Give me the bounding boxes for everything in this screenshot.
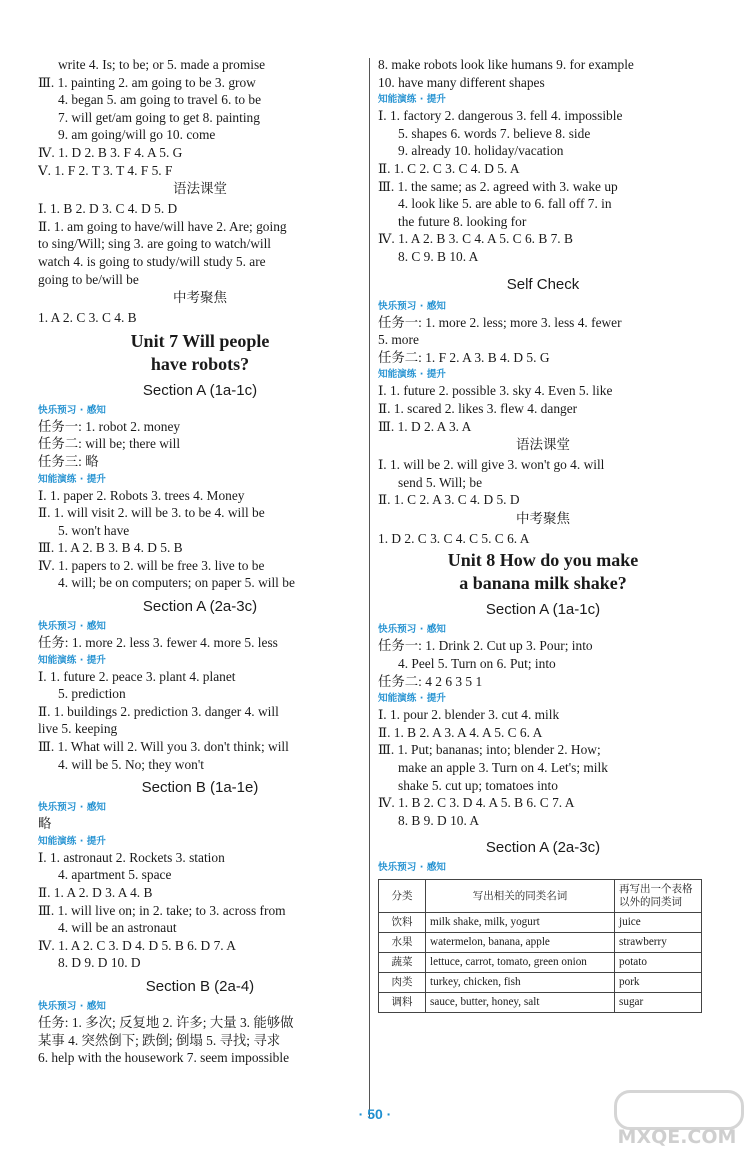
answer-line: 任务二: 1. F 2. A 3. B 4. D 5. G [378,349,550,365]
answer-line: the future 8. looking for [398,213,527,229]
answer-line: to sing/Will; sing 3. are going to watch/will [38,236,272,252]
answer-line: Ⅰ. 1. future 2. possible 3. sky 4. Even 5. like [378,383,613,399]
answer-line: 5. more [378,332,419,348]
answer-line: 6. help with the housework 7. seem impossible [38,1050,290,1066]
answer-line: Ⅱ. 1. buildings 2. prediction 3. danger 4. will [38,703,279,719]
answer-line: Ⅲ. 1. A 2. B 3. B 4. D 5. B [38,540,183,556]
answer-line: Ⅱ. 1. C 2. A 3. C 4. D 5. D [378,492,520,508]
answer-line: Ⅰ. 1. will be 2. will give 3. won't go 4. will [378,457,605,473]
table-cell: watermelon, banana, apple [426,933,615,953]
answer-line: Ⅰ. 1. B 2. D 3. C 4. D 5. D [38,201,178,217]
answer-line: 10. have many different shapes [378,74,545,90]
answer-line: Ⅱ. 1. am going to have/will have 2. Are; going [38,218,287,234]
preview-tag: 快乐预习 · 感知 [378,624,446,636]
table-cell: 肉类 [379,973,426,993]
answer-line: Ⅱ. 1. scared 2. likes 3. flew 4. danger [378,400,578,416]
answer-line: live 5. keeping [38,721,118,737]
answer-line: Ⅳ. 1. papers to 2. will be free 3. live to be [38,557,265,573]
table-header-row [379,880,702,913]
answer-line: 8. D 9. D 10. D [58,955,141,971]
answer-line: 8. make robots look like humans 9. for example [378,57,634,72]
heading-exam-focus: 中考聚焦 [173,290,227,307]
heading-grammar: 语法课堂 [516,437,570,454]
answer-line: 4. apartment 5. space [58,867,172,883]
table-cell: juice [615,913,702,933]
preview-tag: 快乐预习 · 感知 [378,862,446,874]
answer-line: send 5. Will; be [398,474,483,490]
preview-tag: 快乐预习 · 感知 [38,621,106,633]
practice-tag: 知能演练 · 提升 [378,369,446,381]
answer-line: Ⅲ. 1. the same; as 2. agreed with 3. wake up [378,178,618,194]
answer-line: Ⅲ. 1. What will 2. Will you 3. don't think; will [38,739,289,755]
table-row [379,933,702,953]
answer-line: Ⅴ. 1. F 2. T 3. T 4. F 5. F [38,162,173,178]
answer-line: 任务一: 1. more 2. less; more 3. less 4. fewer [378,314,622,330]
practice-tag: 知能演练 · 提升 [38,835,106,847]
table-cell: strawberry [615,933,702,953]
page-number: · 50 · [358,1106,392,1122]
table-cell: 调料 [379,993,426,1013]
answer-line: 7. will get/am going to get 8. painting [58,109,260,125]
section-title: Section B (1a-1e) [141,779,259,797]
preview-tag: 快乐预习 · 感知 [38,1000,106,1012]
answer-line: Ⅰ. 1. future 2. peace 3. plant 4. planet [38,668,236,684]
table-header-cell: 写出相关的同类名词 [426,880,615,913]
table-cell: potato [615,953,702,973]
heading-grammar: 语法课堂 [173,181,227,198]
table-row [379,913,702,933]
table-cell: 水果 [379,933,426,953]
table-cell: lettuce, carrot, tomato, green onion [426,953,615,973]
left-column [38,56,362,1067]
answer-line: Ⅱ. 1. C 2. C 3. C 4. D 5. A [378,160,520,176]
answer-line: 任务: 1. 多次; 反复地 2. 许多; 大量 3. 能够做 [38,1014,294,1030]
table-cell: pork [615,973,702,993]
table-row [379,953,702,973]
table-cell: milk shake, milk, yogurt [426,913,615,933]
answer-line: 某事 4. 突然倒下; 跌倒; 倒塌 5. 寻找; 寻求 [38,1032,281,1048]
answer-line: write 4. Is; to be; or 5. made a promise [58,57,266,72]
unit-title: a banana milk shake? [459,573,627,594]
section-title: Self Check [506,275,580,293]
answer-line: 1. D 2. C 3. C 4. C 5. C 6. A [378,530,530,546]
table-header-cell: 再写出一个表格以外的同类词 [615,880,702,913]
answer-line: 任务二: will be; there will [38,436,181,452]
answer-line: 4. Peel 5. Turn on 6. Put; into [398,656,556,672]
answer-line: Ⅳ. 1. D 2. B 3. F 4. A 5. G [38,144,183,160]
unit-title: Unit 7 Will people [130,330,270,351]
table-header-cell: 分类 [379,880,426,913]
answer-line: going to be/will be [38,271,139,287]
table-row [379,993,702,1013]
answer-line: Ⅱ. 1. B 2. A 3. A 4. A 5. C 6. A [378,724,543,740]
answer-line: 8. C 9. B 10. A [398,248,479,264]
practice-tag: 知能演练 · 提升 [378,94,446,106]
answer-line: Ⅳ. 1. A 2. C 3. D 4. D 5. B 6. D 7. A [38,937,236,953]
table-cell: sauce, butter, honey, salt [426,993,615,1013]
unit-title: Unit 8 How do you make [447,550,639,571]
answer-line: 5. shapes 6. words 7. believe 8. side [398,125,591,141]
answer-line: Ⅰ. 1. paper 2. Robots 3. trees 4. Money [38,487,245,503]
answer-line: Ⅲ. 1. will live on; in 2. take; to 3. across from [38,902,286,918]
answer-line: 略 [38,816,52,832]
table-cell: 蔬菜 [379,953,426,973]
answer-line: 4. began 5. am going to travel 6. to be [58,92,262,108]
answer-line: 任务: 1. more 2. less 3. fewer 4. more 5. less [38,635,278,651]
table-cell: sugar [615,993,702,1013]
practice-tag: 知能演练 · 提升 [38,654,106,666]
table-cell: 饮料 [379,913,426,933]
answer-line: 9. already 10. holiday/vacation [398,143,564,159]
heading-exam-focus: 中考聚焦 [516,510,570,527]
answer-line: Ⅲ. 1. painting 2. am going to be 3. grow [38,74,256,90]
answer-line: 4. will be an astronaut [58,920,177,936]
answer-line: 任务一: 1. Drink 2. Cut up 3. Pour; into [378,638,593,654]
preview-tag: 快乐预习 · 感知 [38,802,106,814]
answer-line: Ⅲ. 1. Put; bananas; into; blender 2. How; [378,742,601,758]
section-title: Section A (1a-1c) [142,381,258,399]
answer-line: 8. B 9. D 10. A [398,812,480,828]
practice-tag: 知能演练 · 提升 [378,693,446,705]
watermark-logo [608,1090,746,1150]
watermark-badge-icon [614,1090,744,1130]
answer-line: 4. will; be on computers; on paper 5. will be [58,575,295,591]
watermark-text: MXQE.COM [617,1126,737,1148]
answer-line: Ⅰ. 1. astronaut 2. Rockets 3. station [38,849,225,865]
answer-line: Ⅳ. 1. B 2. C 3. D 4. A 5. B 6. C 7. A [378,795,575,811]
answer-line: Ⅲ. 1. D 2. A 3. A [378,418,472,434]
section-title: Section A (1a-1c) [485,601,601,619]
food-category-table [378,879,702,1013]
section-title: Section A (2a-3c) [142,598,258,616]
answer-line: make an apple 3. Turn on 4. Let's; milk [398,760,608,776]
answer-line: watch 4. is going to study/will study 5. are [38,253,266,269]
table-cell: turkey, chicken, fish [426,973,615,993]
unit-title: have robots? [150,353,250,374]
preview-tag: 快乐预习 · 感知 [38,404,106,416]
table-row [379,973,702,993]
answer-line: Ⅳ. 1. A 2. B 3. C 4. A 5. C 6. B 7. B [378,231,573,247]
right-column [378,56,708,1013]
answer-line: 任务一: 1. robot 2. money [38,418,181,434]
answer-line: Ⅱ. 1. will visit 2. will be 3. to be 4. will be [38,505,265,521]
answer-line: 4. will be 5. No; they won't [58,756,204,772]
answer-line: Ⅰ. 1. pour 2. blender 3. cut 4. milk [378,707,560,723]
preview-tag: 快乐预习 · 感知 [378,300,446,312]
answer-line: 5. won't have [58,522,130,538]
answer-line: 9. am going/will go 10. come [58,127,216,143]
answer-line: Ⅱ. 1. A 2. D 3. A 4. B [38,885,153,900]
answer-line: 1. A 2. C 3. C 4. B [38,310,137,326]
practice-tag: 知能演练 · 提升 [38,473,106,485]
answer-line: shake 5. cut up; tomatoes into [398,777,558,793]
answer-line: 任务三: 略 [38,453,99,469]
answer-line: 任务二: 4 2 6 3 5 1 [378,673,483,689]
answer-line: 4. look like 5. are able to 6. fall off 7. in [398,196,612,212]
column-divider [369,58,370,1118]
answer-line: Ⅰ. 1. factory 2. dangerous 3. fell 4. impossible [378,108,623,124]
section-title: Section B (2a-4) [145,977,255,995]
answer-line: 5. prediction [58,686,126,702]
section-title: Section A (2a-3c) [485,839,601,857]
